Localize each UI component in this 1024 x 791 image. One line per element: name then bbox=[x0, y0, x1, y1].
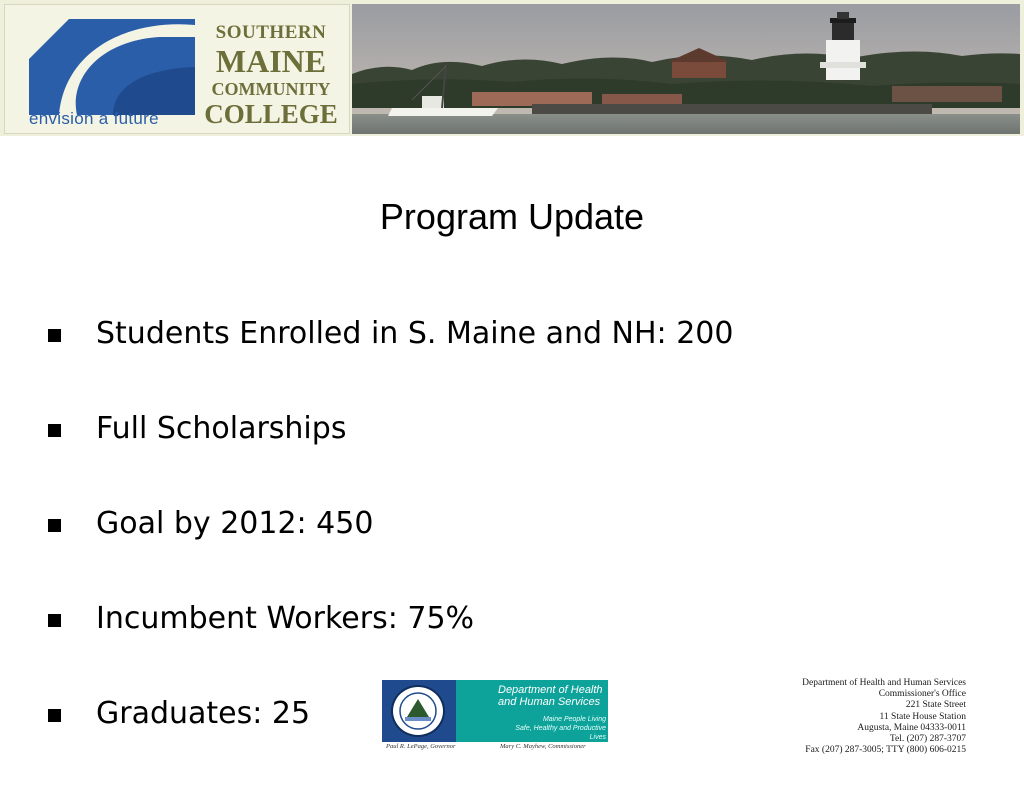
address-line: Department of Health and Human Services bbox=[802, 678, 966, 688]
square-bullet-icon bbox=[48, 519, 61, 532]
dhhs-name-line1: Department of Health bbox=[498, 684, 603, 696]
dhhs-name bbox=[498, 684, 606, 708]
address-line: Commissioner's Office bbox=[878, 689, 966, 700]
commissioner-name: Mary C. Mayhew, Commissioner bbox=[500, 743, 586, 750]
dhhs-seal-panel bbox=[382, 680, 456, 742]
square-bullet-icon bbox=[48, 709, 61, 722]
square-bullet-icon bbox=[48, 424, 61, 437]
address-line: Tel. (207) 287-3707 bbox=[889, 734, 966, 745]
dhhs-motto-line2: Safe, Healthy and Productive Lives bbox=[515, 725, 606, 741]
bullet-text-incumbent-workers: Incumbent Workers: 75% bbox=[96, 601, 475, 636]
dhhs-address-block bbox=[802, 678, 966, 756]
college-tagline: envision a future bbox=[29, 109, 159, 128]
bullet-text-graduates: Graduates: 25 bbox=[96, 696, 311, 731]
governor-name: Paul R. LePage, Governor bbox=[386, 743, 456, 750]
address-line: 221 State Street bbox=[905, 700, 966, 711]
college-name-line1: SOUTHERN bbox=[215, 22, 327, 43]
dhhs-motto-line1: Maine People Living bbox=[542, 716, 606, 723]
address-line: Fax (207) 287-3005; TTY (800) 606-0215 bbox=[805, 745, 966, 756]
bullet-text-full-scholarships: Full Scholarships bbox=[96, 411, 347, 446]
bullet-text-goal: Goal by 2012: 450 bbox=[96, 506, 374, 541]
college-name bbox=[201, 23, 341, 128]
address-line: 11 State House Station bbox=[879, 711, 966, 722]
list-item bbox=[48, 506, 808, 601]
address-line: Augusta, Maine 04333-0011 bbox=[857, 722, 966, 733]
college-name-line3: COMMUNITY bbox=[211, 79, 331, 99]
list-item bbox=[48, 316, 808, 411]
state-seal-icon bbox=[391, 685, 445, 737]
lighthouse-harbor-photo bbox=[352, 4, 1020, 134]
dhhs-name-line2: and Human Services bbox=[498, 696, 601, 708]
dhhs-motto bbox=[498, 715, 606, 742]
bullet-text-students-enrolled: Students Enrolled in S. Maine and NH: 200 bbox=[96, 316, 734, 351]
slide-title: Program Update bbox=[379, 196, 645, 237]
header-banner bbox=[0, 0, 1024, 136]
square-bullet-icon bbox=[48, 614, 61, 627]
college-name-line2: MAINE bbox=[215, 43, 327, 79]
square-bullet-icon bbox=[48, 329, 61, 342]
college-logo bbox=[4, 4, 350, 134]
dhhs-logo bbox=[382, 680, 608, 752]
list-item bbox=[48, 411, 808, 506]
college-logo-mark-icon bbox=[29, 19, 195, 115]
college-name-line4: COLLEGE bbox=[204, 99, 338, 129]
